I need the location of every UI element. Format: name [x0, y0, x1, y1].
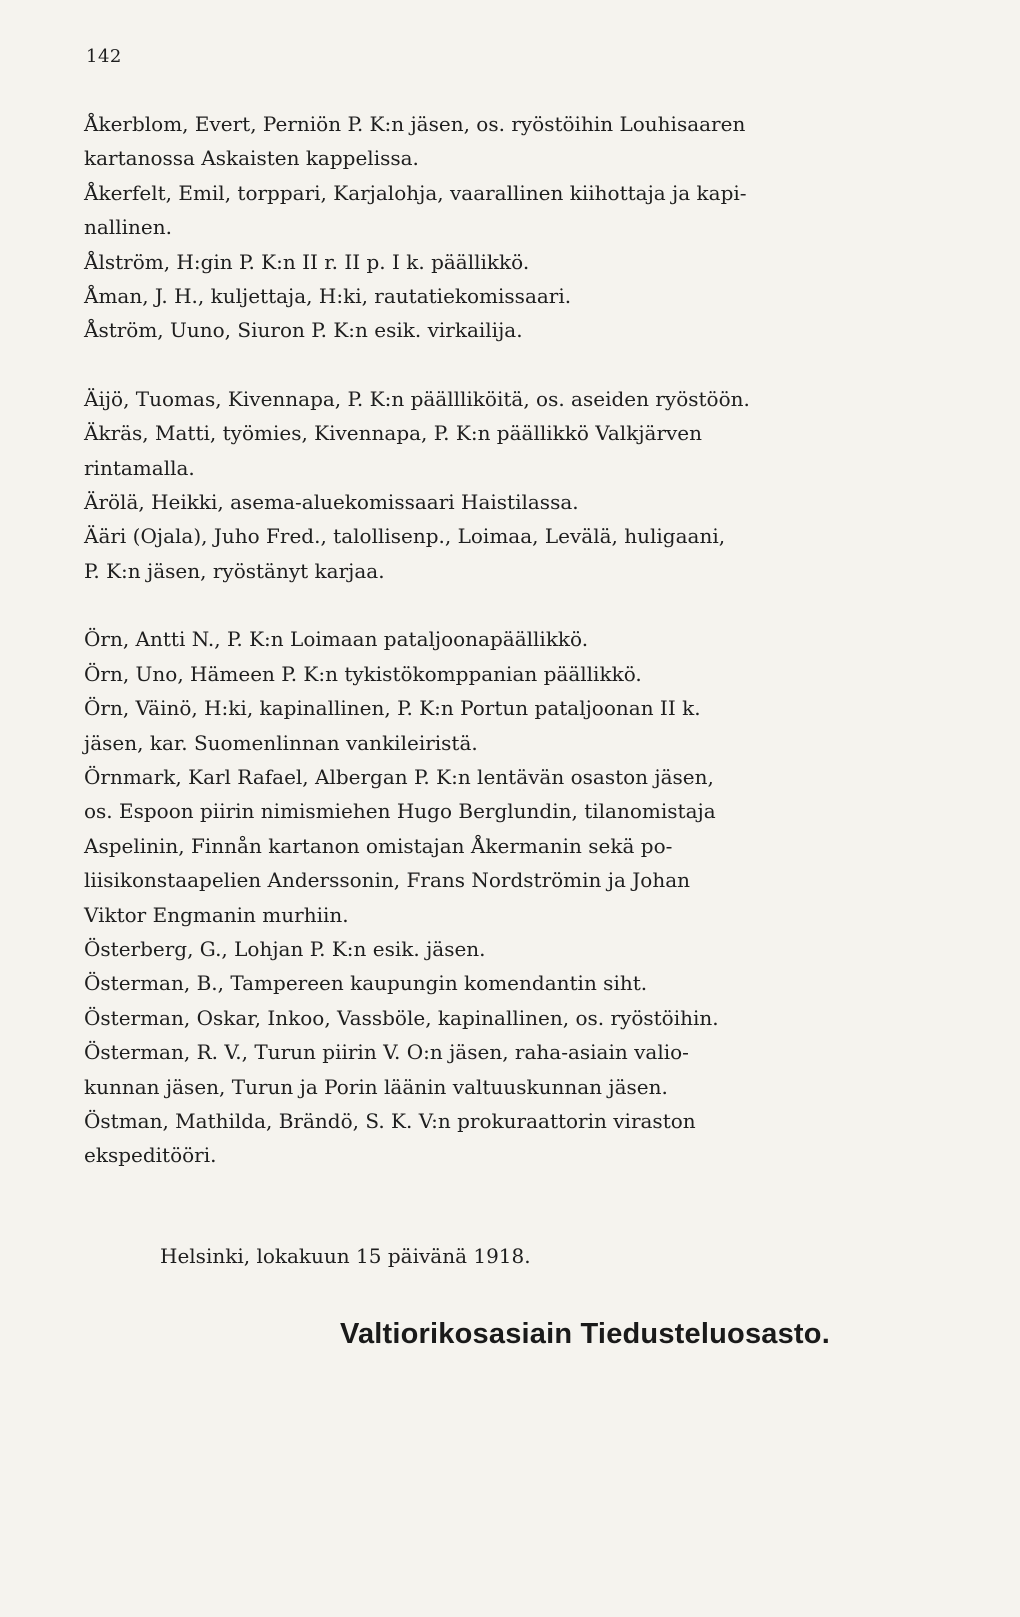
register-entry: [84, 1001, 950, 1035]
register-entry: [84, 107, 950, 176]
entry-continuation-line: Viktor Engmanin murhiin.: [84, 902, 349, 927]
entry-line: Åkerblom, Evert, Perniön P. K:n jäsen, os. ryöstöihin Louhisaaren: [84, 112, 746, 136]
register-entry: [84, 245, 950, 279]
register-entry: [84, 279, 950, 313]
entry-line: Österman, Oskar, Inkoo, Vassböle, kapinallinen, os. ryöstöihin.: [84, 1005, 719, 1030]
register-entry: [84, 1104, 950, 1173]
entry-line: Åkerfelt, Emil, torppari, Karjalohja, vaarallinen kiihottaja ja kapi-: [84, 180, 747, 205]
register-entry: [84, 1035, 950, 1104]
entry-continuation-line: nallinen.: [84, 215, 172, 240]
group-spacer: [84, 348, 950, 382]
entry-continuation-line: jäsen, kar. Suomenlinnan vankileiristä.: [84, 730, 478, 755]
register-entry: [84, 966, 950, 1000]
register-entry: [84, 382, 950, 416]
entry-line: Ärölä, Heikki, asema-aluekomissaari Haistilassa.: [84, 490, 579, 515]
page-number: 142: [86, 46, 122, 67]
entry-continuation-line: liisikonstaapelien Anderssonin, Frans Nordströmin ja Johan: [84, 868, 691, 893]
entry-line: Örn, Väinö, H:ki, kapinallinen, P. K:n Portun pataljoonan II k.: [84, 696, 701, 721]
entry-line: Österberg, G., Lohjan P. K:n esik. jäsen.: [84, 936, 486, 961]
entry-line: Österman, B., Tampereen kaupungin komendantin siht.: [84, 971, 648, 996]
entry-list: [84, 107, 950, 1173]
entry-continuation-line: ekspeditööri.: [84, 1143, 217, 1168]
register-entry: [84, 313, 950, 347]
register-entry: [84, 622, 950, 656]
register-entry: [84, 932, 950, 966]
register-entry: [84, 691, 950, 760]
entry-continuation-line: Aspelinin, Finnån kartanon omistajan Åkermanin sekä po-: [84, 833, 673, 858]
entry-line: Äkräs, Matti, työmies, Kivennapa, P. K:n päällikkö Valkjärven: [84, 421, 703, 446]
entry-continuation-line: P. K:n jäsen, ryöstänyt karjaa.: [84, 558, 385, 583]
entry-line: Åström, Uuno, Siuron P. K:n esik. virkailija.: [84, 318, 523, 343]
entry-continuation-line: os. Espoon piirin nimismiehen Hugo Berglundin, tilanomistaja: [84, 799, 716, 824]
group-spacer: [84, 588, 950, 622]
entry-continuation-line: kunnan jäsen, Turun ja Porin läänin valtuuskunnan jäsen.: [84, 1074, 668, 1099]
entry-line: Åman, J. H., kuljettaja, H:ki, rautatiekomissaari.: [84, 284, 572, 309]
entry-continuation-line: kartanossa Askaisten kappelissa.: [84, 146, 419, 171]
register-entry: [84, 416, 950, 485]
entry-line: Östman, Mathilda, Brändö, S. K. V:n prokuraattorin viraston: [84, 1108, 696, 1133]
signature-line: Valtiorikosasiain Tiedusteluosasto.: [340, 1318, 830, 1350]
register-entry: [84, 176, 950, 245]
register-entry: [84, 485, 950, 519]
entry-line: Örn, Antti N., P. K:n Loimaan pataljoonapäällikkö.: [84, 627, 589, 652]
entry-line: Äijö, Tuomas, Kivennapa, P. K:n päällliköitä, os. aseiden ryöstöön.: [84, 386, 750, 411]
register-entry: [84, 760, 950, 932]
entry-line: Örn, Uno, Hämeen P. K:n tykistökomppanian päällikkö.: [84, 661, 642, 686]
entry-line: Örnmark, Karl Rafael, Albergan P. K:n lentävän osaston jäsen,: [84, 764, 714, 789]
entry-line: Ålström, H:gin P. K:n II r. II p. I k. päällikkö.: [84, 249, 530, 274]
entry-continuation-line: rintamalla.: [84, 455, 195, 480]
date-line: Helsinki, lokakuun 15 päivänä 1918.: [160, 1244, 531, 1268]
register-entry: [84, 519, 950, 588]
entry-line: Österman, R. V., Turun piirin V. O:n jäsen, raha-asiain valio-: [84, 1040, 689, 1065]
register-entry: [84, 657, 950, 691]
entry-line: Ääri (Ojala), Juho Fred., talollisenp., Loimaa, Levälä, huligaani,: [84, 524, 726, 549]
